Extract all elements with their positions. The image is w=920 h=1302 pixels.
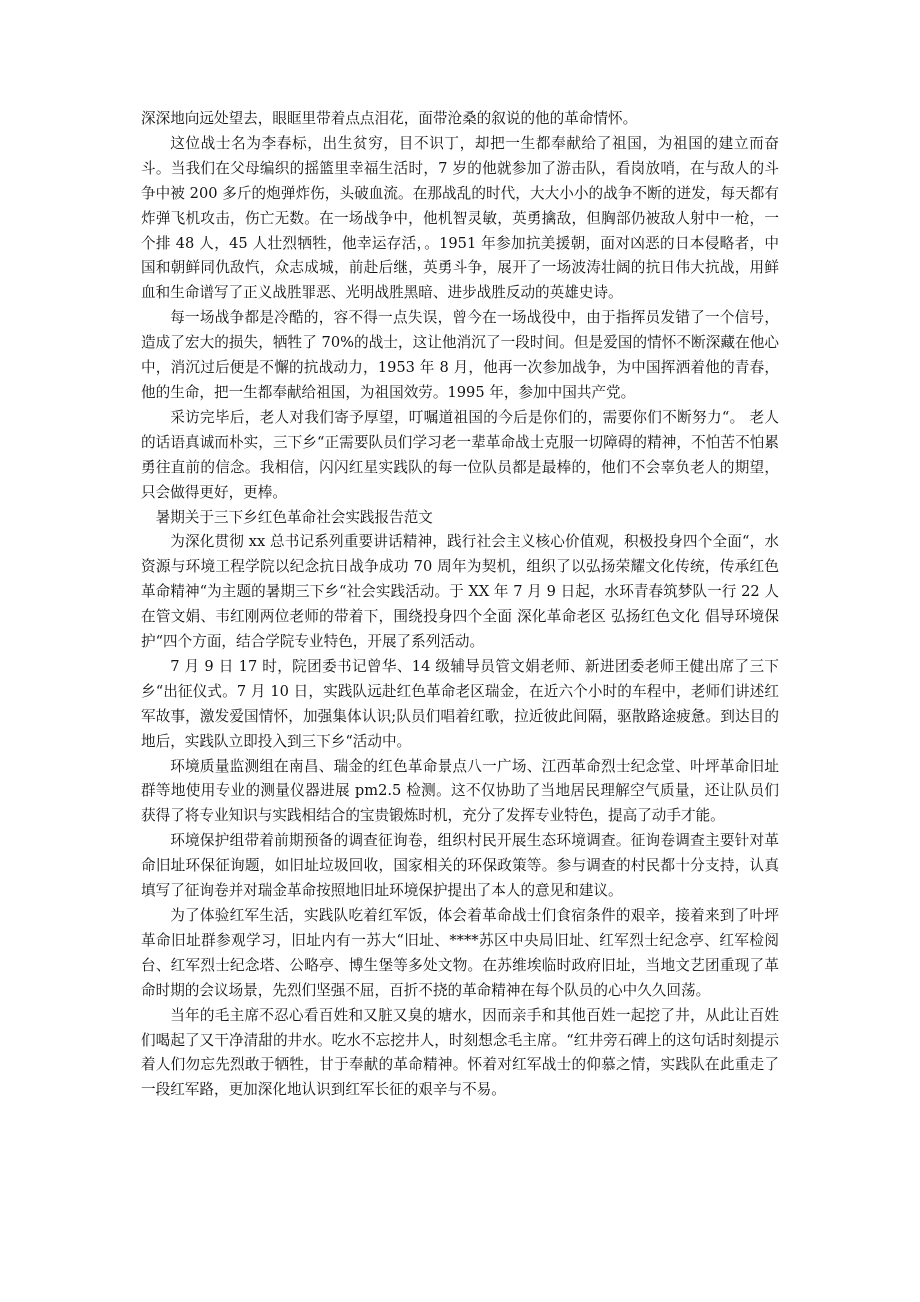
section-heading: 暑期关于三下乡红色革命社会实践报告范文 (155, 508, 433, 526)
paragraph-10: 当年的毛主席不忍心看百姓和又脏又臭的塘水，因而亲手和其他百姓一起挖了井，从此让百姓们喝起了又干净清甜的井水。吃水不忘挖井人，时刻想念毛主席。“红井旁石碑上的这句话时刻提示着人们勿忘先烈敢于牺牲，甘于奉献的革命精神。怀着对红军战士的仰慕之情，实践队在此重走了一段红军路，更加深化地认识到红军长征的艰辛与不易。 (141, 1006, 779, 1099)
paragraph-6: 7 月 9 日 17 时，院团委书记曾华、14 级辅导员管文娟老师、新进团委老师王健出席了三下乡“出征仪式。7 月 10 日，实践队远赴红色革命老区瑞金，在近六个小时的车程中，老师们讲述红军故事，激发爱国情怀，加强集体认识;队员们唱着红歌，拉近彼此间隔，驱散路途疲惫。到达目的地后，实践队立即投入到三下乡“活动中。 (141, 657, 779, 750)
paragraph-3: 每一场战争都是冷酷的，容不得一点失误，曾今在一场战役中，由于指挥员发错了一个信号，造成了宏大的损失，牺牲了 70%的战士，这让他消沉了一段时间。但是爱国的情怀不断深藏在他心中，消沉过后便是不懈的抗战动力，1953 年 8 月，他再一次参加战争，为中国挥洒着他的青春，他的生命，把一生都奉献给祖国，为祖国效劳。1995 年，参加中国共产党。 (141, 309, 779, 401)
document-page (141, 107, 779, 1103)
paragraph-9: 为了体验红军生活，实践队吃着红军饭，体会着革命战士们食宿条件的艰辛，接着来到了叶坪革命旧址群参观学习，旧址内有一苏大“旧址、****苏区中央局旧址、红军烈士纪念亭、红军检阅台、红军烈士纪念塔、公略亭、博生堡等多处文物。在苏维埃临时政府旧址，当地文艺团重现了革命时期的会议场景，先烈们坚强不屈，百折不挠的革命精神在每个队员的心中久久回荡。 (141, 907, 779, 999)
paragraph-4: 采访完毕后，老人对我们寄予厚望，叮嘱道祖国的今后是你们的，需要你们不断努力“。 老人的话语真诚而朴实，三下乡“正需要队员们学习老一辈革命战士克服一切障碍的精神，不怕苦不怕累勇往直前的信念。我相信，闪闪红星实践队的每一位队员都是最棒的，他们不会辜负老人的期望，只会做得更好，更棒。 (141, 408, 779, 501)
paragraph-2: 这位战士名为李春标，出生贫穷，目不识丁，却把一生都奉献给了祖国，为祖国的建立而奋斗。当我们在父母编织的摇篮里幸福生活时，7 岁的他就参加了游击队，看岗放哨，在与敌人的斗争中被 200 多斤的炮弹炸伤，头破血流。在那战乱的时代，大大小小的战争不断的迸发，每天都有炸弹飞机攻击，伤亡无数。在一场战争中，他机智灵敏，英勇擒敌，但胸部仍被敌人射中一枪，一个排 48 人，45 人壮烈牺牲，他幸运存活，。1951 年参加抗美援朝，面对凶恶的日本侵略者，中国和朝鲜同仇敌忾，众志成城，前赴后继，英勇斗争，展开了一场波涛壮阔的抗日伟大抗战，用鲜血和生命谱写了正义战胜罪恶、光明战胜黑暗、进步战胜反动的英雄史诗。 (141, 134, 779, 302)
paragraph-1: 深深地向远处望去，眼眶里带着点点泪花，面带沧桑的叙说的他的革命情怀。 (141, 110, 638, 127)
paragraph-8: 环境保护组带着前期预备的调查征询卷，组织村民开展生态环境调查。征询卷调查主要针对革命旧址环保征询题，如旧址垃圾回收，国家相关的环保政策等。参与调查的村民都十分支持，认真填写了征询卷并对瑞金革命按照地旧址环境保护提出了本人的意见和建议。 (141, 832, 779, 900)
paragraph-7: 环境质量监测组在南昌、瑞金的红色革命景点八一广场、江西革命烈士纪念堂、叶坪革命旧址群等地使用专业的测量仪器进展 pm2.5 检测。这不仅协助了当地居民理解空气质量，还让队员们获得了将专业知识与实践相结合的宝贵锻炼时机，充分了发挥专业特色，提高了动手才能。 (141, 757, 779, 825)
paragraph-5: 为深化贯彻 xx 总书记系列重要讲话精神，践行社会主义核心价值观，积极投身四个全面“，水资源与环境工程学院以纪念抗日战争成功 70 周年为契机，组织了以弘扬荣耀文化传统，传承红色革命精神“为主题的暑期三下乡“社会实践活动。于 XX 年 7 月 9 日起，水环青春筑梦队一行 22 人在管文娟、韦红刚两位老师的带着下，围绕投身四个全面 深化革命老区 弘扬红色文化 倡导环境保护“四个方面，结合学院专业特色，开展了系列活动。 (141, 533, 779, 651)
